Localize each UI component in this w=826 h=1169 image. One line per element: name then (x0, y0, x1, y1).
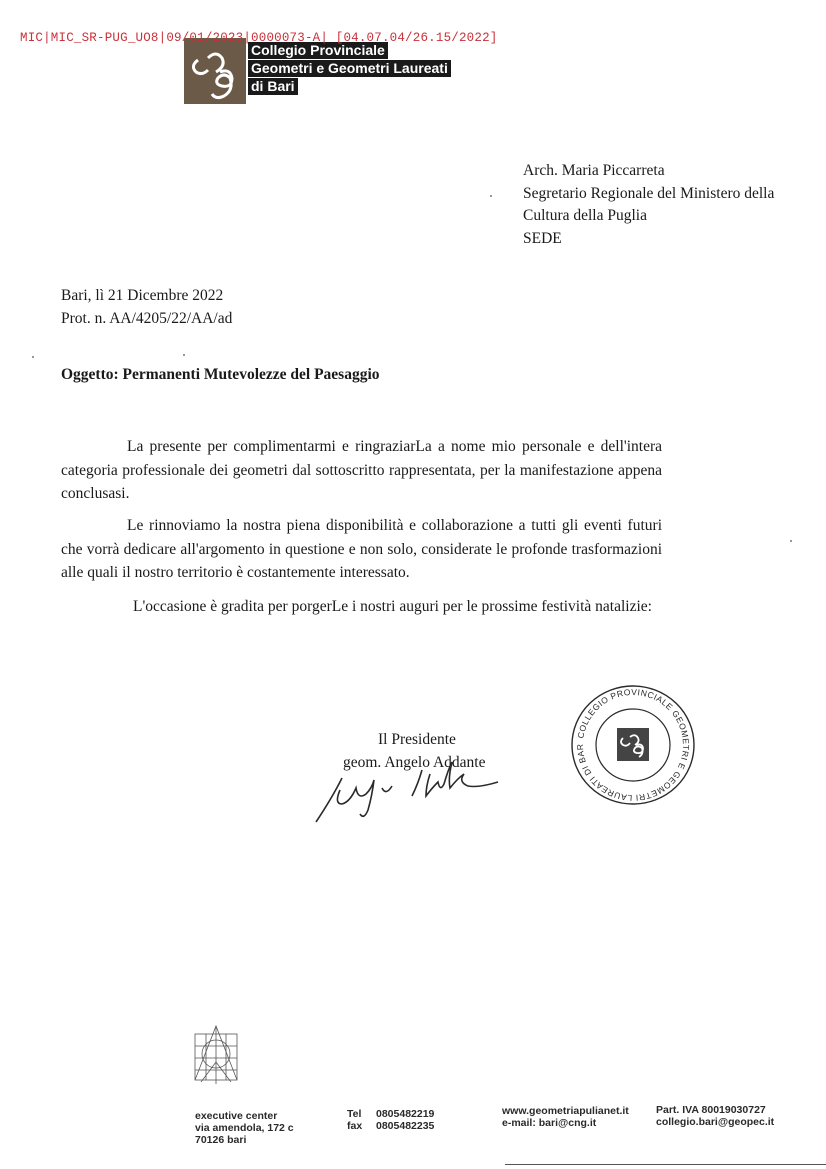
recipient-block (523, 160, 774, 250)
footer-fiscal (656, 1104, 774, 1128)
footer-emblem-icon (191, 1022, 241, 1086)
scan-speck (790, 540, 792, 542)
date-block (61, 285, 232, 330)
fax-number: 0805482235 (376, 1120, 435, 1132)
footer-vat: Part. IVA 80019030727 (656, 1104, 766, 1116)
letter-subject: Oggetto: Permanenti Mutevolezze del Paesaggio (61, 366, 380, 383)
recipient-location: SEDE (523, 229, 562, 247)
handwritten-signature (312, 760, 532, 830)
scan-speck (183, 354, 185, 356)
seal-text: COLLEGIO PROVINCIALE GEOMETRI E GEOMETRI LAUREATI DI BAR (574, 686, 692, 804)
letter-date: Bari, lì 21 Dicembre 2022 (61, 287, 224, 304)
recipient-role-line-2: Cultura della Puglia (523, 207, 647, 224)
footer-divider (505, 1164, 826, 1165)
tel-number: 0805482219 (376, 1108, 435, 1120)
recipient-role-line-1: Segretario Regionale del Ministero della (523, 184, 775, 202)
footer-web (502, 1105, 629, 1129)
scan-speck (490, 195, 492, 197)
footer-pec-link[interactable]: collegio.bari@geopec.it (656, 1116, 775, 1128)
org-name-line-2: Geometri e Geometri Laureati (248, 60, 451, 77)
cng-logo-icon (184, 38, 246, 104)
footer-website-link[interactable]: www.geometriapulianet.it (502, 1105, 629, 1117)
paragraph-3: L'occasione è gradita per porgerLe i nostri auguri per le prossime festività natalizie: (133, 598, 652, 615)
college-seal (568, 683, 698, 808)
scan-speck (32, 356, 34, 358)
paragraph-2: Le rinnoviamo la nostra piena disponibilità e collaborazione a tutti gli eventi futuri che vorrà dedicare all'argomento in questione e non solo, considerate le profonde trasformazioni alle quali il nostro territorio è costantemente interessato. (61, 517, 662, 581)
paragraph-1: La presente per complimentarmi e ringraziarLa a nome mio personale e dell'intera categoria professionale dei geometri dal sottoscritto rappresentata, per la manifestazione appena conclusasi. (61, 438, 662, 502)
footer-phone (347, 1108, 434, 1132)
tel-label: Tel (347, 1108, 362, 1120)
org-name-line-3: di Bari (248, 78, 298, 95)
protocol-stamp: MIC|MIC_SR-PUG_UO8|09/01/2023|0000073-A| [04.07.04/26.15/2022] (20, 31, 498, 45)
org-name-line-1: Collegio Provinciale (248, 42, 388, 59)
footer-address-line-2: via amendola, 172 c (195, 1122, 294, 1134)
fax-label: fax (347, 1120, 363, 1132)
letterhead-org-name (248, 42, 451, 96)
college-logo (184, 38, 246, 104)
recipient-name: Arch. Maria Piccarreta (523, 162, 665, 179)
footer-email-link[interactable]: e-mail: bari@cng.it (502, 1117, 597, 1129)
signatory-title: Il Presidente (378, 731, 456, 748)
footer-address-line-1: executive center (195, 1110, 278, 1122)
footer-address (195, 1110, 294, 1146)
protocol-number: Prot. n. AA/4205/22/AA/ad (61, 309, 233, 327)
footer-address-line-3: 70126 bari (195, 1134, 247, 1146)
signatory-name: geom. Angelo Addante (343, 754, 486, 771)
